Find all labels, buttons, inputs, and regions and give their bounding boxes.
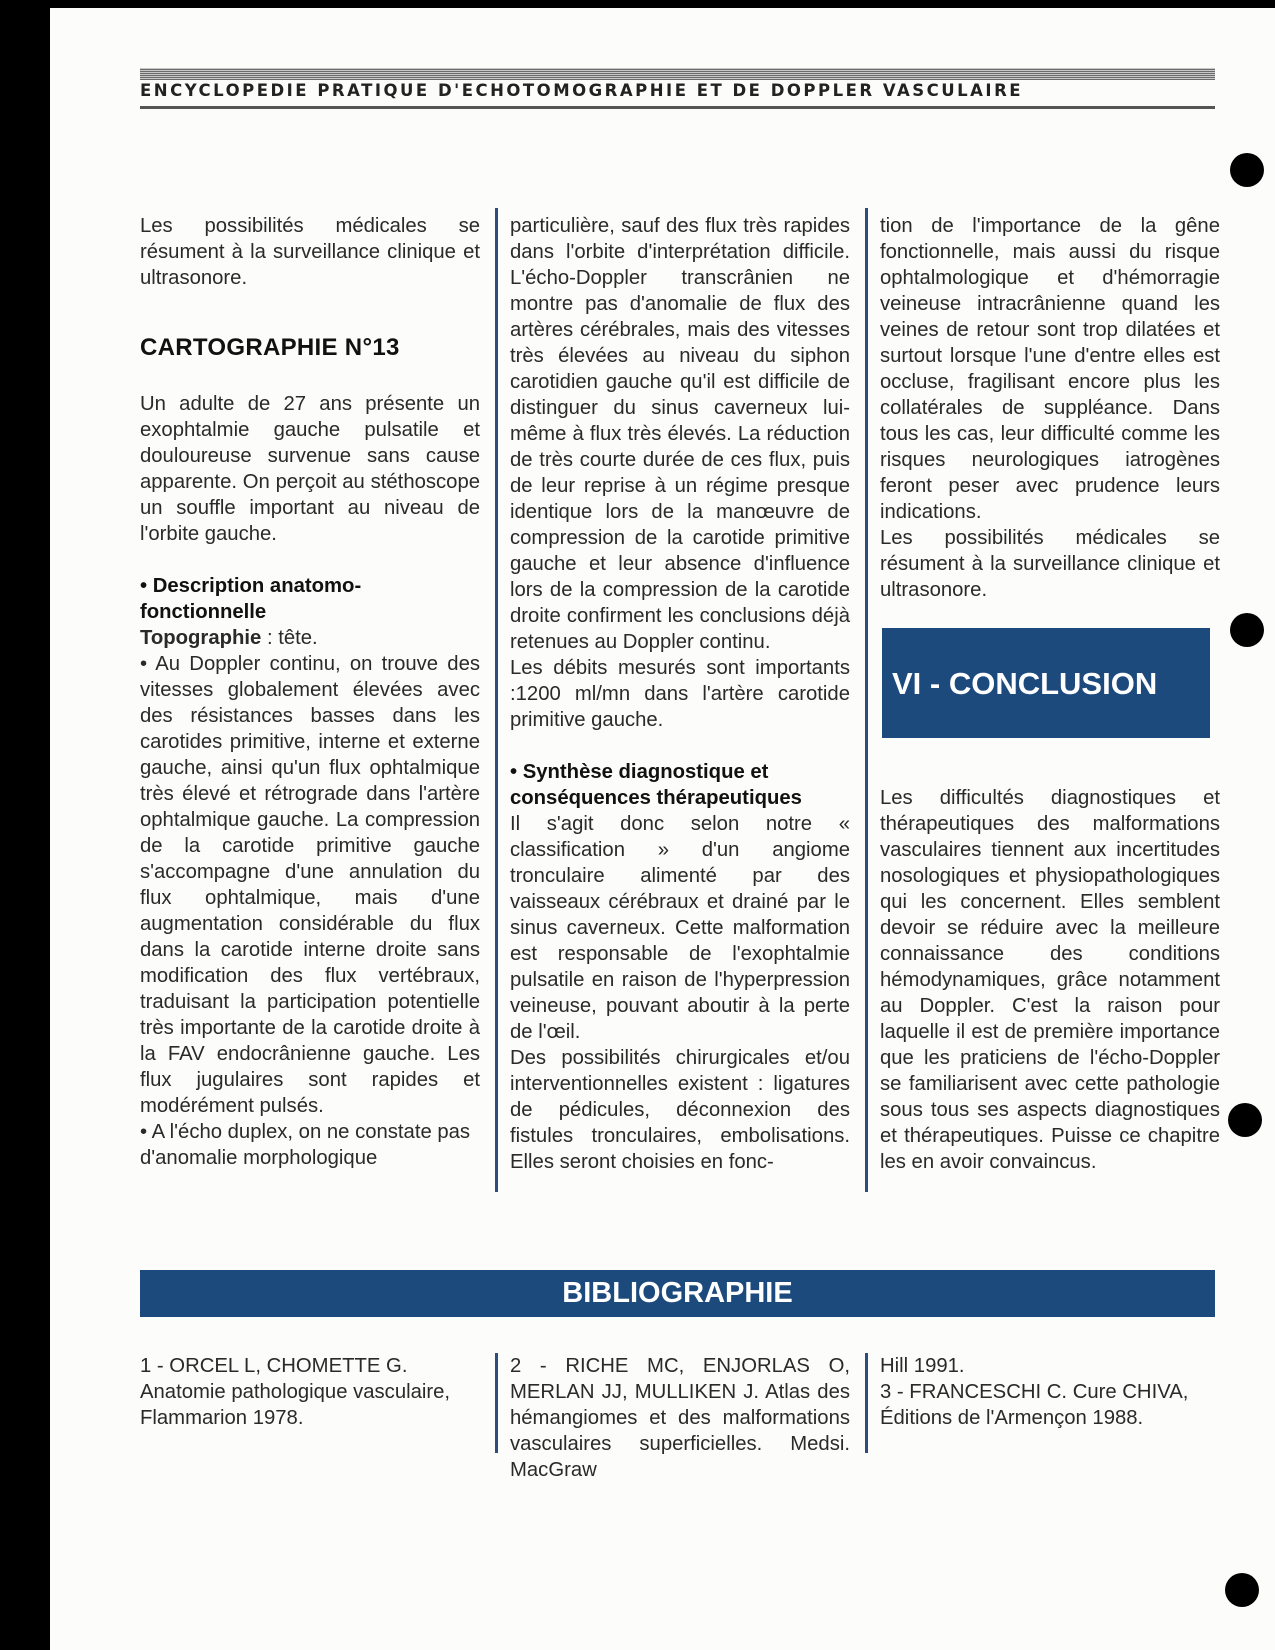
topography-value: : tête. (261, 627, 318, 649)
column-2 (510, 213, 850, 1175)
medical-paragraph: Les possibilités médicales se résument à la surveillance clinique et ultrasonore. (880, 527, 1220, 601)
bibliography-col-3 (880, 1353, 1220, 1431)
doppler-paragraph: • Au Doppler continu, on trouve des vitesses globalement élevées avec des résistances basses dans les carotides primitive, interne et externe gauche, ainsi qu'un flux ophtalmique très élevé et rétrograde dans l'artère ophtalmique gauche. La compression de la carotide primitive gauche s'accompagne d'une annulation du flux ophtalmique, mais d'une augmentation considérable du flux dans la carotide interne droite sans modification des flux vertébraux, traduisant la participation potentielle très importante de la carotide droite à la FAV endocrânienne gauche. Les flux jugulaires sont rapides et modérément pulsés. (140, 653, 480, 1117)
cartography-title: CARTOGRAPHIE N°13 (140, 334, 400, 361)
synthesis-paragraph: Il s'agit donc selon notre « classification » d'un angiome tronculaire alimenté par des vaisseaux cérébraux et drainé par le sinus caverneux. Cette malformation est responsable de l'exophtalmie pulsatile en raison de l'hyperpression veineuse, pouvant aboutir à la perte de l'œil. (510, 813, 850, 1043)
header-pattern (140, 68, 1215, 80)
conclusion-paragraph: Les difficultés diagnostiques et thérapeutiques des malformations vasculaires tiennent aux incertitudes nosologiques et physiopathologiques qui les concernent. Elles semblent devoir se réduire avec la meilleure connaissance des conditions hémodynamiques, grâce notamment au Doppler. C'est la raison pour laquelle il est de première importance que les praticiens de l'écho-Doppler se familiarisent avec cette pathologie sous tous ses aspects diagnostiques et thérapeutiques. Puisse ce chapitre les en avoir convaincus. (880, 787, 1220, 1173)
running-header: ENCYCLOPEDIE PRATIQUE D'ECHOTOMOGRAPHIE ET DE DOPPLER VASCULAIRE (140, 81, 1024, 100)
reference-1: 1 - ORCEL L, CHOMETTE G. Anatomie pathologique vasculaire, Flammarion 1978. (140, 1355, 451, 1429)
column-rule (865, 1353, 868, 1453)
conclusion-heading: VI - CONCLUSION (892, 666, 1158, 701)
surgery-paragraph: Des possibilités chirurgicales et/ou interventionnelles existent : ligatures de pédicules, déconnexion des fistules tronculaires, embolisations. Elles seront choisies en fonc- (510, 1047, 850, 1173)
column-rule (495, 208, 498, 1192)
continuation-paragraph: tion de l'importance de la gêne fonctionnelle, mais aussi du risque ophtalmologique et d'hémorragie veineuse intracrânienne quand les veines de retour sont trop dilatées et surtout lorsque l'une d'entre elles est occluse, fragilisant encore plus les collatérales de suppléance. Dans tous les cas, leur difficulté comme les risques neurologiques iatrogènes feront peser avec prudence leurs indications. (880, 215, 1220, 523)
flow-paragraph: Les débits mesurés sont importants :1200 ml/mn dans l'artère carotide primitive gauche. (510, 657, 850, 731)
topography-label: Topographie (140, 627, 262, 649)
case-paragraph: Un adulte de 27 ans présente un exophtalmie gauche pulsatile et douloureuse survenue sans cause apparente. On perçoit au stéthoscope un souffle important au niveau de l'orbite gauche. (140, 393, 480, 545)
conclusion-column (880, 785, 1220, 1175)
document-page (50, 8, 1275, 1650)
column-rule (495, 1353, 498, 1453)
conclusion-heading-band (882, 628, 1210, 738)
header-rule (140, 106, 1215, 109)
bibliography-heading: BIBLIOGRAPHIE (140, 1270, 1215, 1317)
binder-hole (1228, 1103, 1262, 1137)
reference-2-continuation: Hill 1991. (880, 1355, 965, 1377)
column-1 (140, 213, 480, 1171)
reference-3: 3 - FRANCESCHI C. Cure CHIVA, Éditions de l'Armençon 1988. (880, 1381, 1189, 1429)
binder-hole (1225, 1573, 1259, 1607)
binder-hole (1230, 153, 1264, 187)
duplex-paragraph: • A l'écho duplex, on ne constate pas d'anomalie morphologique (140, 1121, 471, 1169)
description-heading: • Description anatomo-fonctionnelle (140, 575, 362, 623)
binder-hole (1230, 613, 1264, 647)
topography-line (140, 625, 480, 651)
column-3 (880, 213, 1220, 603)
continuation-paragraph: particulière, sauf des flux très rapides dans l'orbite d'interprétation difficile. L'écho-Doppler transcrânien ne montre pas d'anomalie de flux des artères cérébrales, mais des vitesses très élevées au niveau du siphon carotidien gauche qu'il est difficile de distinguer du sinus caverneux lui-même à flux très élevés. La réduction de très courte durée de ces flux, puis de leur reprise à un régime presque identique lors de la manœuvre de compression de la carotide primitive gauche et leur absence d'influence lors de la compression de la carotide droite confirment les conclusions déjà retenues au Doppler continu. (510, 215, 850, 653)
bibliography-col-1 (140, 1353, 480, 1431)
bibliography-col-2 (510, 1353, 850, 1483)
synthesis-heading: • Synthèse diagnostique et conséquences thérapeutiques (510, 761, 802, 809)
reference-2: 2 - RICHE MC, ENJORLAS O, MERLAN JJ, MULLIKEN J. Atlas des hémangiomes et des malformations vasculaires superficielles. Medsi. MacGraw (510, 1355, 850, 1481)
intro-paragraph: Les possibilités médicales se résument à la surveillance clinique et ultrasonore. (140, 215, 480, 289)
column-rule (865, 208, 868, 1192)
